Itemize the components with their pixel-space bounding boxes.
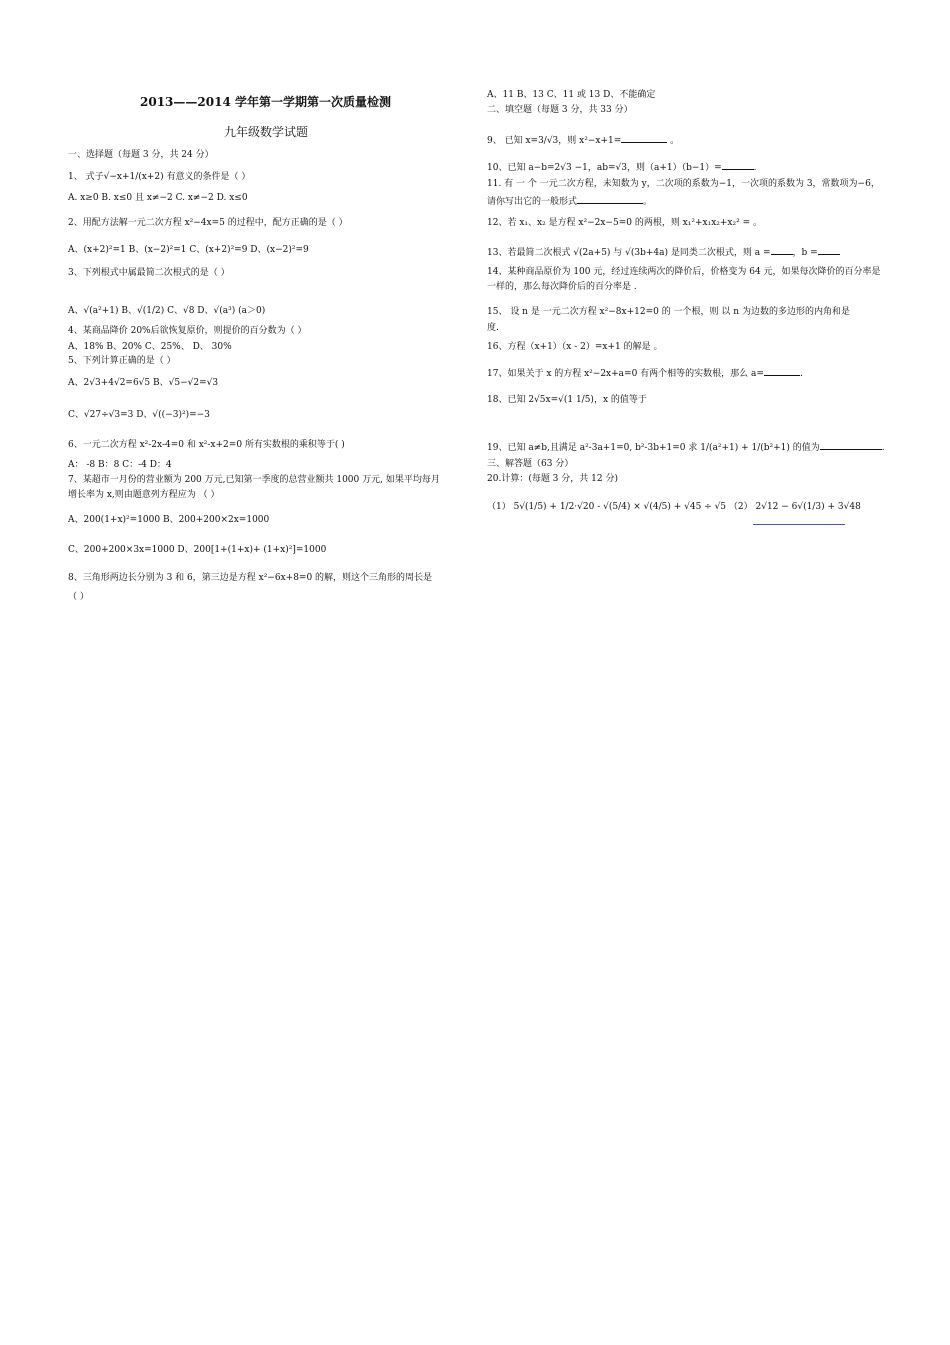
right-line: [487, 323, 499, 334]
right-line-suffix: 。: [643, 197, 653, 207]
left-line: [68, 573, 432, 584]
right-line-text: 度.: [487, 323, 499, 333]
left-line-text: A. x≥0 B. x≤0 且 x≠−2 C. x≠−2 D. x≤0: [68, 193, 248, 203]
right-line: [487, 133, 679, 147]
left-line-text: 一、选择题（每题 3 分，共 24 分）: [68, 150, 214, 160]
right-line-text: 9、 已知 x=3/√3，则 x²−x+1=: [487, 136, 622, 146]
right-line: [487, 395, 647, 406]
right-line-text: 三、解答题（63 分）: [487, 459, 574, 469]
right-line-text: 一样的，那么每次降价后的百分率是 .: [487, 282, 637, 292]
right-line: [487, 267, 881, 278]
right-line: [487, 440, 885, 454]
right-line-text: 18、已知 2√5x=√(1 1/5)，x 的值等于: [487, 395, 647, 405]
answer-blank[interactable]: [722, 160, 754, 170]
left-line-text: 3、下列根式中属最简二次根式的是（ ）: [68, 268, 230, 278]
left-line: [68, 460, 172, 471]
right-line-suffix: .: [799, 369, 803, 379]
left-line: [68, 378, 218, 389]
right-line: [487, 307, 850, 318]
left-line: [68, 342, 232, 353]
left-line: [68, 515, 269, 526]
right-line-text: 16、方程（x+1）（x - 2）=x+1 的解是 。: [487, 342, 663, 352]
left-line: [68, 268, 230, 279]
left-line-text: 4、某商品降价 20%后欲恢复原价，则提价的百分数为（ ）: [68, 326, 307, 336]
left-line-text: A： -8 B：8 C：-4 D：4: [68, 460, 172, 470]
right-line-text: A、11 B、13 C、11 或 13 D、不能确定: [487, 90, 656, 100]
left-line-text: A、2√3+4√2=6√5 B、√5−√2=√3: [68, 378, 219, 388]
right-line-suffix: .: [881, 443, 885, 453]
right-line-text: 17、如果关于 x 的方程 x²−2x+a=0 有两个相等的实数根，那么 a=: [487, 369, 764, 379]
right-line-suffix: 。: [667, 136, 680, 146]
right-line-text: 14、某种商品原价为 100 元，经过连续两次的降价后，价格变为 64 元，如果每次降价的百分率是: [487, 267, 881, 277]
answer-blank[interactable]: [771, 245, 793, 255]
answer-blank[interactable]: [820, 440, 882, 450]
answer-blank[interactable]: [577, 194, 643, 204]
left-line: [68, 356, 176, 367]
right-line: [487, 474, 618, 485]
left-line-text: （ ）: [68, 592, 89, 602]
right-line: [487, 459, 573, 470]
left-line-text: A、18% B、20% C、25%、 D、 30%: [68, 342, 232, 352]
right-line-text: （1） 5√(1/5) + 1/2·√20 - √(5/4) × √(4/5) + √45 ÷ √5 （2） 2√12 − 6√(1/3) + 3√48: [487, 502, 861, 512]
left-line: [68, 218, 348, 229]
left-line-text: 1、 式子√−x+1/(x+2) 有意义的条件是（ ）: [68, 172, 251, 182]
page-title: 2013——2014 学年第一学期第一次质量检测: [140, 95, 391, 109]
left-line-text: 5、下列计算正确的是（ ）: [68, 356, 176, 366]
left-line-text: A、200(1+x)²=1000 B、200+200×2x=1000: [68, 515, 270, 525]
left-line: [68, 545, 326, 556]
right-line: [487, 194, 652, 208]
right-line: [487, 218, 762, 229]
right-line: [487, 160, 757, 174]
right-line-text: 请你写出它的一般形式: [487, 197, 578, 207]
right-line: [487, 90, 655, 101]
left-line: [68, 150, 214, 161]
left-line: [68, 410, 210, 421]
left-line-text: 增长率为 x,则由题意列方程应为 （ ）: [68, 490, 220, 500]
page-subtitle: 九年级数学试题: [224, 125, 309, 139]
answer-blank[interactable]: [764, 366, 800, 376]
right-line-text: 10、已知 a−b=2√3 −1，ab=√3，则（a+1）（b−1）=: [487, 163, 722, 173]
right-line: [487, 282, 637, 293]
left-line: [68, 490, 220, 501]
right-line-text: 13、若最简二次根式 √(2a+5) 与 √(3b+4a) 是同类二次根式，则 a =: [487, 248, 771, 258]
right-line-text: 12、若 x₁、x₂ 是方程 x²−2x−5=0 的两根，则 x₁²+x₁x₂+x₂² = 。: [487, 218, 762, 228]
left-line-text: A、(x+2)²=1 B、(x−2)²=1 C、(x+2)²=9 D、(x−2)²=9: [68, 245, 309, 255]
left-line-text: C、200+200×3x=1000 D、200[1+(1+x)+ (1+x)²]=1000: [68, 545, 327, 555]
left-line: [68, 592, 89, 603]
left-line-text: C、√27÷√3=3 D、√((−3)²)=−3: [68, 410, 210, 420]
left-line: [68, 440, 345, 451]
left-line: [68, 172, 250, 183]
left-line-text: 6、一元二次方程 x²-2x-4=0 和 x²-x+2=0 所有实数根的乘积等于( ): [68, 440, 345, 450]
left-line-text: 8、三角形两边长分别为 3 和 6，第三边是方程 x²−6x+8=0 的解，则这个三角形的周长是: [68, 573, 433, 583]
answer-blank[interactable]: [818, 245, 840, 255]
left-line-text: A、√(a²+1) B、√(1/2) C、√8 D、√(a³) (a＞0): [68, 306, 266, 316]
right-line-text: 19、已知 a≠b,且满足 a²-3a+1=0, b²-3b+1=0 求 1/(a²+1) + 1/(b²+1) 的值为: [487, 443, 820, 453]
right-line: [487, 179, 880, 190]
right-line-text: 15、 设 n 是 一元二次方程 x²−8x+12=0 的 一个根，则 以 n 为边数的多边形的内角和是: [487, 307, 850, 317]
right-line-text: 二、填空题（每题 3 分，共 33 分）: [487, 105, 633, 115]
right-line: [487, 245, 840, 259]
right-line: [487, 342, 662, 353]
answer-underline: [753, 524, 845, 525]
right-line-text: 11. 有 一 个 一元二次方程，未知数为 y，二次项的系数为−1，一次项的系数为 3，常数项为−6，: [487, 179, 880, 189]
right-line-suffix: ，b =: [792, 248, 818, 258]
left-line: [68, 326, 306, 337]
left-line: [68, 475, 440, 486]
answer-blank[interactable]: [621, 133, 667, 143]
right-line-suffix: .: [753, 163, 757, 173]
left-line-text: 7、某超市一月份的营业额为 200 万元,已知第一季度的总营业额共 1000 万元, 如果平均每月: [68, 475, 440, 485]
right-line: [487, 366, 803, 380]
left-line-text: 2、用配方法解一元二次方程 x²−4x=5 的过程中，配方正确的是（ ）: [68, 218, 348, 228]
right-line: [487, 502, 861, 513]
left-line: [68, 245, 309, 256]
right-line-text: 20.计算：(每题 3 分，共 12 分): [487, 474, 618, 484]
left-line: [68, 306, 265, 317]
left-line: [68, 193, 248, 204]
right-line: [487, 105, 633, 116]
